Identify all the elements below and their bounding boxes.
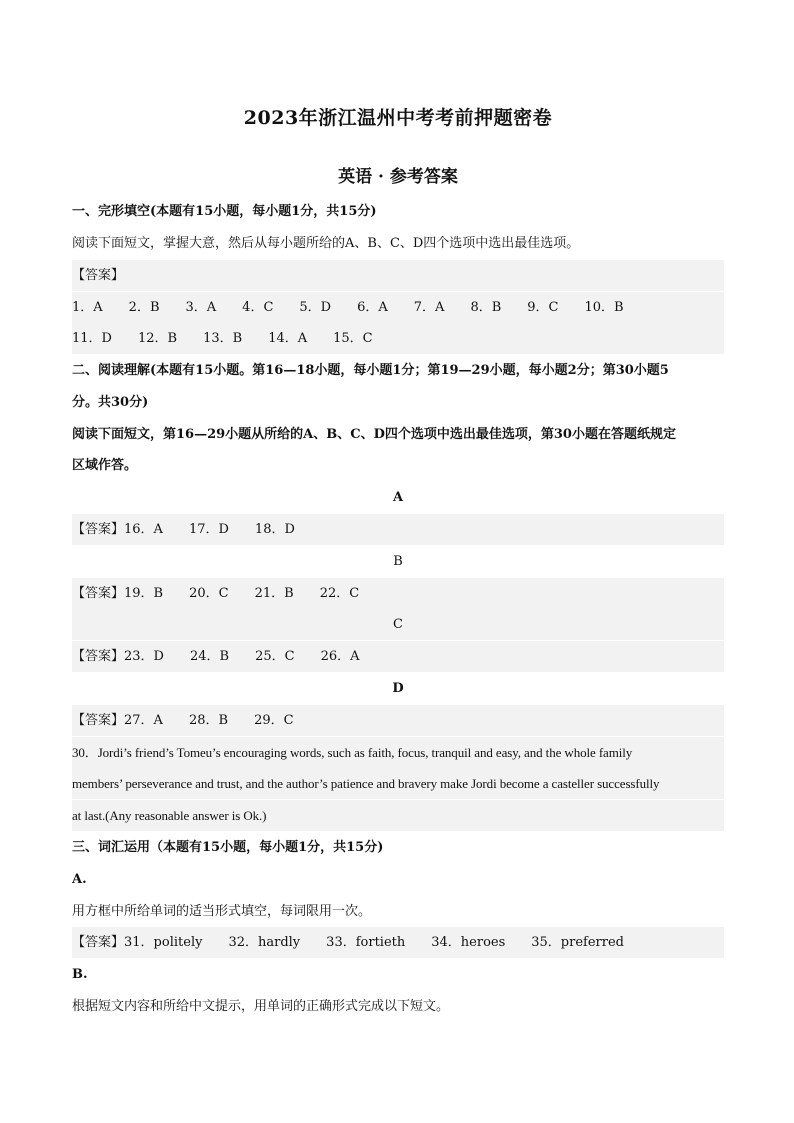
answer-label: 【答案】 xyxy=(72,649,125,664)
section3-part-a-instruction: 用方框中所给单词的适当形式填空，每词限用一次。 xyxy=(72,904,372,919)
section3-heading: 三、词汇运用（本题有15小题，每小题1分，共15分) xyxy=(72,840,384,855)
answer-item: 11．D xyxy=(72,331,112,346)
section3-part-b-instruction: 根据短文内容和所给中文提示，用单词的正确形式完成以下短文。 xyxy=(72,999,450,1014)
part-d-label: D xyxy=(392,681,404,696)
section3-part-a-label: A. xyxy=(72,872,87,887)
answer-item: 9．C xyxy=(527,300,559,315)
answer-item: 19．B xyxy=(124,586,164,601)
answer-item: 28．B xyxy=(188,713,229,728)
section2-heading-line2: 分。共30分) xyxy=(72,395,149,410)
answer-label: 【答案】 xyxy=(72,522,125,537)
answer-item: 35．preferred xyxy=(531,935,624,950)
answer-item: 2．B xyxy=(128,300,160,315)
answer-item: 12．B xyxy=(137,331,178,346)
answer-item: 18．D xyxy=(254,522,295,537)
answer-item: 21．B xyxy=(254,586,294,601)
section1-answer-label: 【答案】 xyxy=(72,260,724,291)
q30-answer-line2: members’ perseverance and trust, and the author’s patience and bravery make Jordi become a casteller successfully xyxy=(72,768,724,799)
part-b-answers xyxy=(72,578,724,609)
answer-label: 【答案】 xyxy=(72,586,125,601)
section1-answers-row2 xyxy=(72,323,724,354)
section2-heading-line1: 二、阅读理解(本题有15小题。第16—18小题，每小题1分；第19—29小题，每小题2分；第30小题5 xyxy=(72,363,669,378)
answer-label: 【答案】 xyxy=(72,935,125,950)
answer-item: 32．hardly xyxy=(228,935,301,950)
section1-instruction: 阅读下面短文，掌握大意，然后从每小题所给的A、B、C、D四个选项中选出最佳选项。 xyxy=(72,236,580,251)
answer-item: 22．C xyxy=(319,586,360,601)
part-a-answers xyxy=(72,514,724,545)
q30-answer-line3: at last.(Any reasonable answer is Ok.) xyxy=(72,800,724,831)
answer-item: 1．A xyxy=(72,300,103,315)
section1-heading: 一、完形填空(本题有15小题，每小题1分，共15分) xyxy=(72,204,377,219)
q30-answer-line1: 30．Jordi’s friend’s Tomeu’s encouraging words, such as faith, focus, tranquil and easy, and the whole family xyxy=(72,737,724,768)
part-c-answers xyxy=(72,641,724,672)
page-title: 2023年浙江温州中考考前押题密卷 xyxy=(243,107,553,129)
answer-item: 17．D xyxy=(188,522,229,537)
answer-item: 24．B xyxy=(189,649,230,664)
page-subtitle: 英语 · 参考答案 xyxy=(338,167,458,187)
answer-item: 25．C xyxy=(255,649,295,664)
answer-item: 34．heroes xyxy=(431,935,506,950)
answer-item: 26．A xyxy=(320,649,360,664)
answer-item: 15．C xyxy=(333,331,373,346)
answer-item: 27．A xyxy=(124,713,163,728)
part-b-label: B xyxy=(393,554,403,569)
answer-item: 33．fortieth xyxy=(326,935,406,950)
answer-item: 6．A xyxy=(357,300,388,315)
answer-item: 4．C xyxy=(242,300,274,315)
section2-instruction-line1: 阅读下面短文，第16—29小题从所给的A、B、C、D四个选项中选出最佳选项，第30小题在答题纸规定 xyxy=(72,427,676,442)
answer-item: 31．politely xyxy=(124,935,203,950)
answer-item: 29．C xyxy=(254,713,294,728)
answer-item: 16．A xyxy=(124,522,163,537)
section2-instruction-line2: 区域作答。 xyxy=(72,458,138,473)
answer-item: 8．B xyxy=(470,300,502,315)
answer-item: 20．C xyxy=(189,586,229,601)
answer-item: 3．A xyxy=(185,300,217,315)
answer-item: 23．D xyxy=(124,649,164,664)
section3-part-b-label: B. xyxy=(72,967,88,982)
part-c-label: C xyxy=(72,609,724,640)
answer-item: 7．A xyxy=(413,300,445,315)
answer-item: 13．B xyxy=(203,331,243,346)
part-a-label: A xyxy=(392,490,404,505)
section3-part-a-answers xyxy=(72,927,724,958)
answer-item: 14．A xyxy=(268,331,308,346)
section1-answers-row1 xyxy=(72,292,724,323)
part-d-answers xyxy=(72,705,724,736)
answer-item: 5．D xyxy=(299,300,332,315)
answer-item: 10．B xyxy=(584,300,624,315)
answer-label: 【答案】 xyxy=(72,713,125,728)
